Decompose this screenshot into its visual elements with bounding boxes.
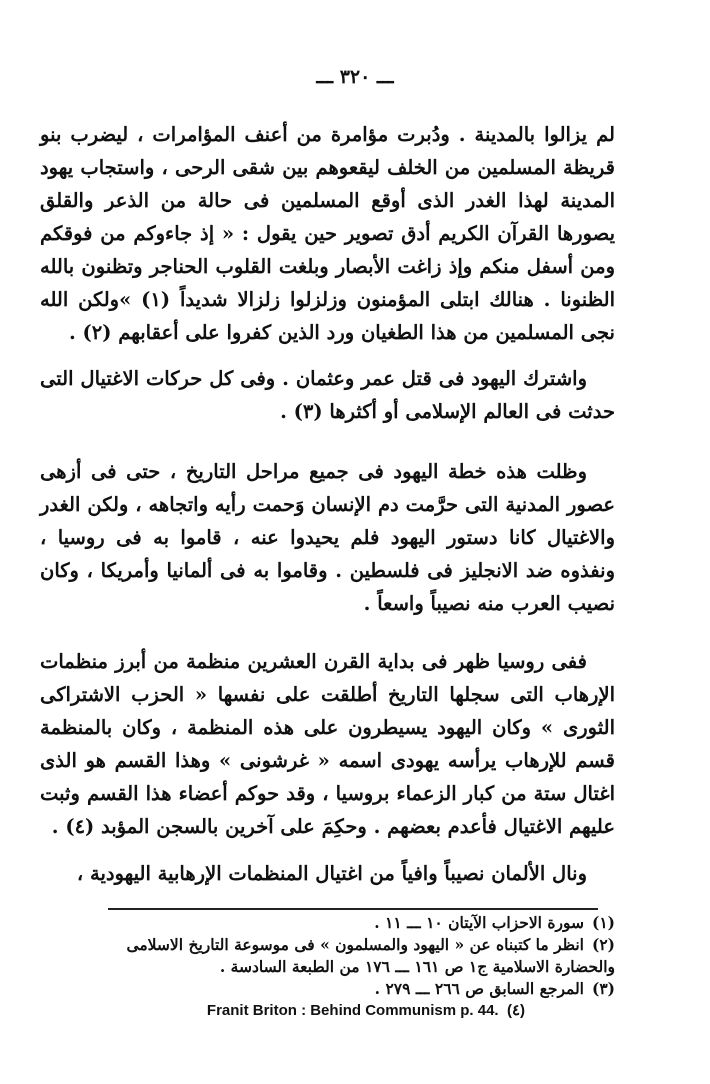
footnote-divider [108, 908, 598, 910]
footnote-continuation [40, 956, 615, 978]
paragraph-3-block [40, 455, 615, 620]
footnote-text: المرجع السابق ص ٢٦٦ ـــ ٢٧٩ . [374, 979, 584, 998]
paragraph-2-block [40, 362, 615, 428]
footnote-text: Franit Briton : Behind Communism p. 44. [206, 1002, 499, 1019]
paragraph: وظلت هذه خطة اليهود فى جميع مراحل التاريخ ، حتى فى أزهى عصور المدنية التى حرَّمت دم الإنسان وَحمت رأيه واتجاهه ، ولكن الغدر والاغتيال كانا دستور اليهود فلم يحيدوا عنه ، قاموا به فى روسيا ، ونفذوه ضد الانجليز فى فلسطين . وقاموا به فى ألمانيا وأمريكا ، وكان نصيب العرب منه نصيباً واسعاً . [40, 460, 615, 615]
footnote-latin [40, 1000, 615, 1022]
paragraph-5-block [40, 857, 615, 890]
footnote-number: (٣) [591, 979, 615, 998]
footnotes [40, 912, 615, 1022]
footnote-number: (٢) [591, 935, 615, 954]
paragraph-1-block [40, 118, 615, 349]
footnote-number: (٤) [506, 1002, 525, 1019]
footnote [40, 934, 615, 956]
paragraph: ففى روسيا ظهر فى بداية القرن العشرين منظمة من أبرز منظمات الإرهاب التى سجلها التاريخ أطلقت على نفسها « الحزب الاشتراكى الثورى » وكان اليهود يسيطرون على هذه المنظمة ، وكان بالمنظمة قسم للإرهاب يرأسه يهودى اسمه « غرشونى » وهذا القسم هو الذى اغتال ستة من كبار الزعماء بروسيا ، وقد حوكم أعضاء هذا القسم وثبت عليهم الاغتيال فأعدم بعضهم . وحكِمَ على آخرين بالسجن المؤبد (٤) . [40, 650, 615, 838]
footnote-text: انظر ما كتبناه عن « اليهود والمسلمون » فى موسوعة التاريخ الاسلامى [126, 935, 584, 954]
paragraph-4-block [40, 645, 615, 843]
footnote [40, 912, 615, 934]
paragraph: لم يزالوا بالمدينة . ودُبرت مؤامرة من أعنف المؤامرات ، ليضرب بنو قريظة المسلمين من الخلف ليقعوهم بين شقى الرحى ، واستجاب يهود المدينة لهذا الغدر الذى أوقع المسلمين فى حالة من الذعر والقلق يصورها القرآن الكريم أدق تصوير حين يقول : « إذ جاءوكم من فوقكم ومن أسفل منكم وإذ زاغت الأبصار وبلغت القلوب الحناجر وتظنون بالله الظنونا . هنالك ابتلى المؤمنون وزلزلوا زلزالا شديداً (١) »ولكن الله نجى المسلمين من هذا الطغيان ورد الذين كفروا على أعقابهم (٢) . [40, 123, 616, 344]
footnote-text: والحضارة الاسلامية ج١ ص ١٦١ ـــ ١٧٦ من الطبعة السادسة . [219, 957, 615, 976]
page-number: ـــ ٣٢٠ ـــ [316, 66, 394, 88]
footnote [40, 978, 615, 1000]
paragraph: ونال الألمان نصيباً وافياً من اغتيال المنظمات الإرهابية اليهودية ، [76, 862, 587, 885]
paragraph: واشترك اليهود فى قتل عمر وعثمان . وفى كل حركات الاغتيال التى حدثت فى العالم الإسلامى أو أكثرها (٣) . [40, 367, 615, 423]
footnote-text: سورة الاحزاب الآيتان ١٠ ـــ ١١ . [374, 913, 584, 932]
footnote-number: (١) [591, 913, 615, 932]
